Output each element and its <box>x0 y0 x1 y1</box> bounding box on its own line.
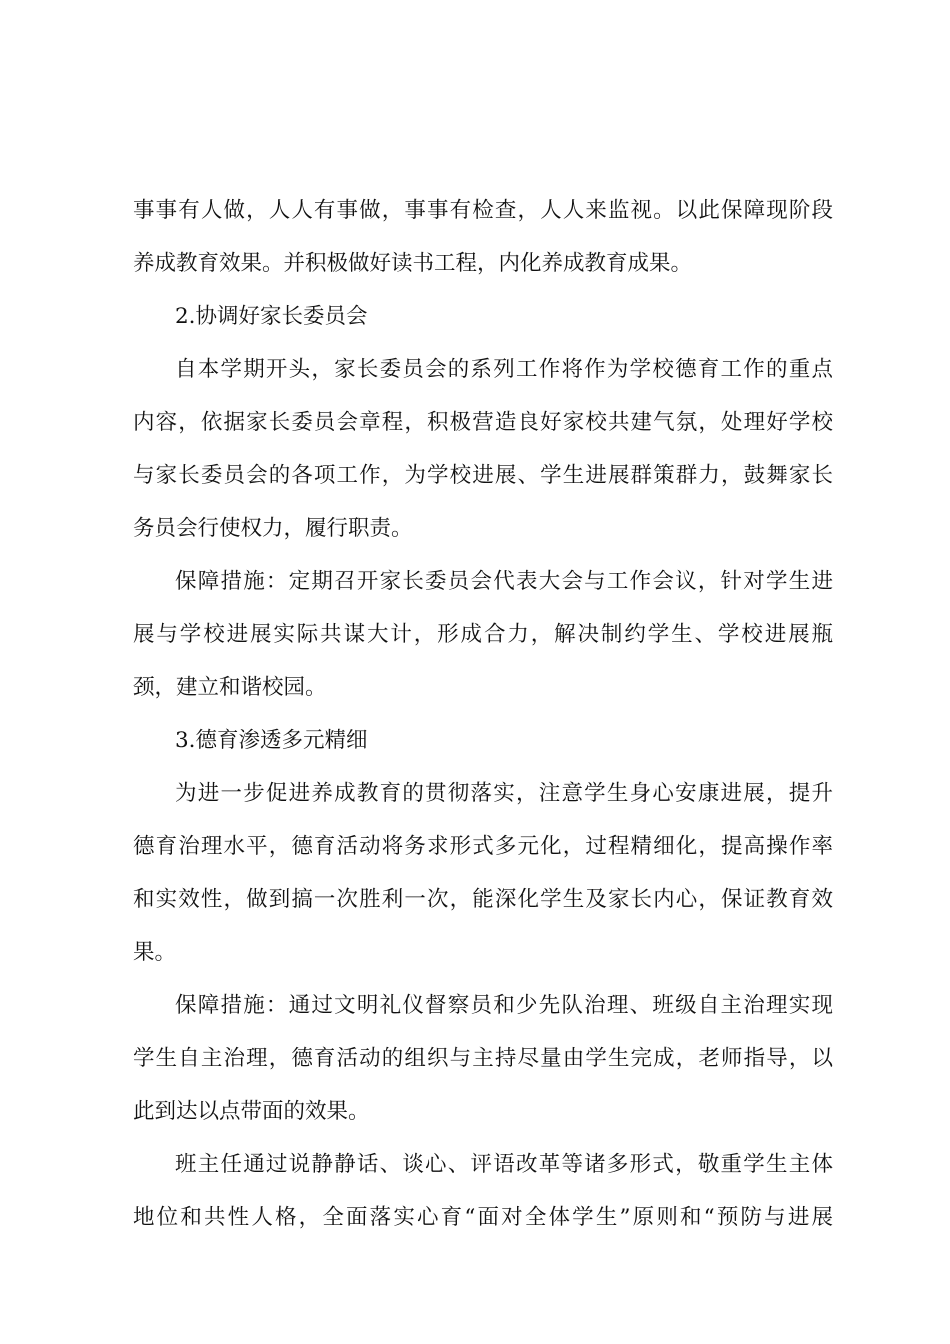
text-line: 此到达以点带面的效果。 <box>133 1099 370 1124</box>
text-line: 保障措施：定期召开家长委员会代表大会与工作会议，针对学生进 <box>175 569 833 594</box>
text-line: 学生自主治理，德育活动的组织与主持尽量由学生完成，老师指导，以 <box>133 1046 833 1071</box>
text-line: 地位和共性人格，全面落实心育“面对全体学生”原则和“预防与进展 <box>133 1205 833 1230</box>
text-line: 为进一步促进养成教育的贯彻落实，注意学生身心安康进展，提升 <box>175 781 833 806</box>
document-body <box>133 184 833 1244</box>
text-line: 班主任通过说静静话、谈心、评语改革等诸多形式，敬重学生主体 <box>175 1152 833 1177</box>
text-line: 2.协调好家长委员会 <box>175 304 368 329</box>
text-line: 果。 <box>133 940 177 965</box>
text-line: 3.德育渗透多元精细 <box>175 728 368 753</box>
text-line: 内容，依据家长委员会章程，积极营造良好家校共建气氛，处理好学校 <box>133 410 833 435</box>
text-line: 自本学期开头，家长委员会的系列工作将作为学校德育工作的重点 <box>175 357 833 382</box>
text-line: 与家长委员会的各项工作，为学校进展、学生进展群策群力，鼓舞家长 <box>133 463 833 488</box>
text-line: 保障措施：通过文明礼仪督察员和少先队治理、班级自主治理实现 <box>175 993 833 1018</box>
text-line: 养成教育效果。并积极做好读书工程，内化养成教育成果。 <box>133 251 693 276</box>
text-line: 务员会行使权力，履行职责。 <box>133 516 413 541</box>
text-line: 颈，建立和谐校园。 <box>133 675 327 700</box>
text-line: 德育治理水平，德育活动将务求形式多元化，过程精细化，提高操作率 <box>133 834 833 859</box>
text-line: 和实效性，做到搞一次胜利一次，能深化学生及家长内心，保证教育效 <box>133 887 833 912</box>
text-line: 事事有人做，人人有事做，事事有检查，人人来监视。以此保障现阶段 <box>133 198 833 223</box>
text-line: 展与学校进展实际共谋大计，形成合力，解决制约学生、学校进展瓶 <box>133 622 833 647</box>
